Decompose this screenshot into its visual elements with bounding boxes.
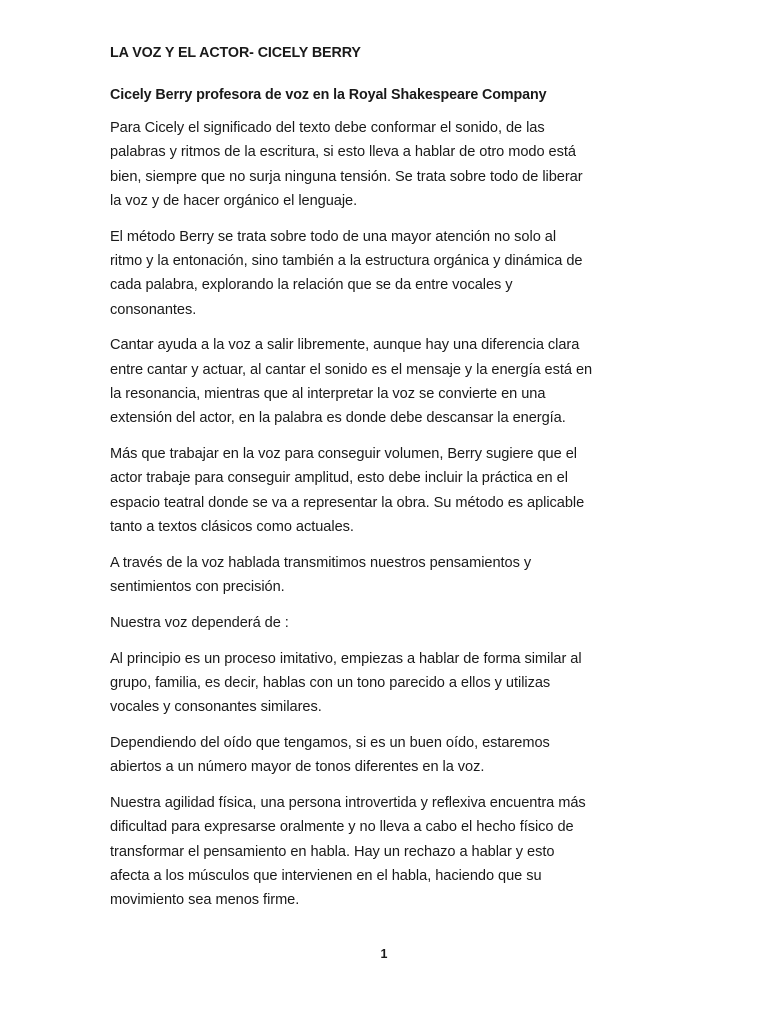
paragraph-line: palabras y ritmos de la escritura, si esto lleva a hablar de otro modo está <box>110 144 576 161</box>
paragraph-line: sentimientos con precisión. <box>110 579 285 596</box>
paragraph-line: dificultad para expresarse oralmente y no lleva a cabo el hecho físico de <box>110 819 574 836</box>
paragraph-line: vocales y consonantes similares. <box>110 699 322 716</box>
paragraph-line: Nuestra agilidad física, una persona introvertida y reflexiva encuentra más <box>110 795 586 812</box>
body-paragraph <box>110 442 662 539</box>
paragraph-line: movimiento sea menos firme. <box>110 892 300 909</box>
paragraph-line: grupo, familia, es decir, hablas con un tono parecido a ellos y utilizas <box>110 674 551 691</box>
body-paragraph <box>110 791 662 912</box>
paragraph-line: consonantes. <box>110 301 197 318</box>
paragraph-line: espacio teatral donde se va a representar la obra. Su método es aplicable <box>110 494 585 511</box>
paragraph-line: actor trabaje para conseguir amplitud, esto debe incluir la práctica en el <box>110 470 568 487</box>
paragraph-line: abiertos a un número mayor de tonos diferentes en la voz. <box>110 759 485 776</box>
body-paragraph <box>110 551 662 600</box>
document-title: LA VOZ Y EL ACTOR- CICELY BERRY <box>110 45 361 61</box>
paragraph-line: bien, siempre que no surja ninguna tensión. Se trata sobre todo de liberar <box>110 168 583 185</box>
paragraph-line: transformar el pensamiento en habla. Hay un rechazo a hablar y esto <box>110 843 555 860</box>
paragraph-line: afecta a los músculos que intervienen en el habla, haciendo que su <box>110 868 542 885</box>
paragraph-line: extensión del actor, en la palabra es donde debe descansar la energía. <box>110 410 566 427</box>
paragraph-line: cada palabra, explorando la relación que se da entre vocales y <box>110 277 513 294</box>
body-paragraph <box>110 611 662 635</box>
document-page <box>110 42 662 924</box>
body-paragraph <box>110 225 662 322</box>
paragraph-line: Dependiendo del oído que tengamos, si es un buen oído, estaremos <box>110 735 550 752</box>
paragraph-line: El método Berry se trata sobre todo de una mayor atención no solo al <box>110 228 557 245</box>
paragraph-line: tanto a textos clásicos como actuales. <box>110 518 354 535</box>
document-subtitle: Cicely Berry profesora de voz en la Royal Shakespeare Company <box>110 87 547 103</box>
body-paragraph <box>110 116 662 213</box>
paragraph-line: Para Cicely el significado del texto debe conformar el sonido, de las <box>110 120 545 136</box>
paragraph-line: A través de la voz hablada transmitimos nuestros pensamientos y <box>110 554 532 571</box>
paragraph-line: ritmo y la entonación, sino también a la estructura orgánica y dinámica de <box>110 252 583 269</box>
paragraph-line: Cantar ayuda a la voz a salir libremente, aunque hay una diferencia clara <box>110 337 580 354</box>
paragraph-line: la resonancia, mientras que al interpretar la voz se convierte en una <box>110 385 546 402</box>
body-paragraph <box>110 333 662 430</box>
document-body <box>110 116 662 913</box>
paragraph-line: entre cantar y actuar, al cantar el sonido es el mensaje y la energía está en <box>110 361 593 378</box>
paragraph-line: Más que trabajar en la voz para conseguir volumen, Berry sugiere que el <box>110 446 577 463</box>
paragraph-line: Nuestra voz dependerá de : <box>110 614 289 631</box>
body-paragraph <box>110 731 662 780</box>
paragraph-line: la voz y de hacer orgánico el lenguaje. <box>110 192 358 209</box>
paragraph-line: Al principio es un proceso imitativo, empiezas a hablar de forma similar al <box>110 650 582 667</box>
page-number: 1 <box>380 947 388 961</box>
body-paragraph <box>110 647 662 720</box>
